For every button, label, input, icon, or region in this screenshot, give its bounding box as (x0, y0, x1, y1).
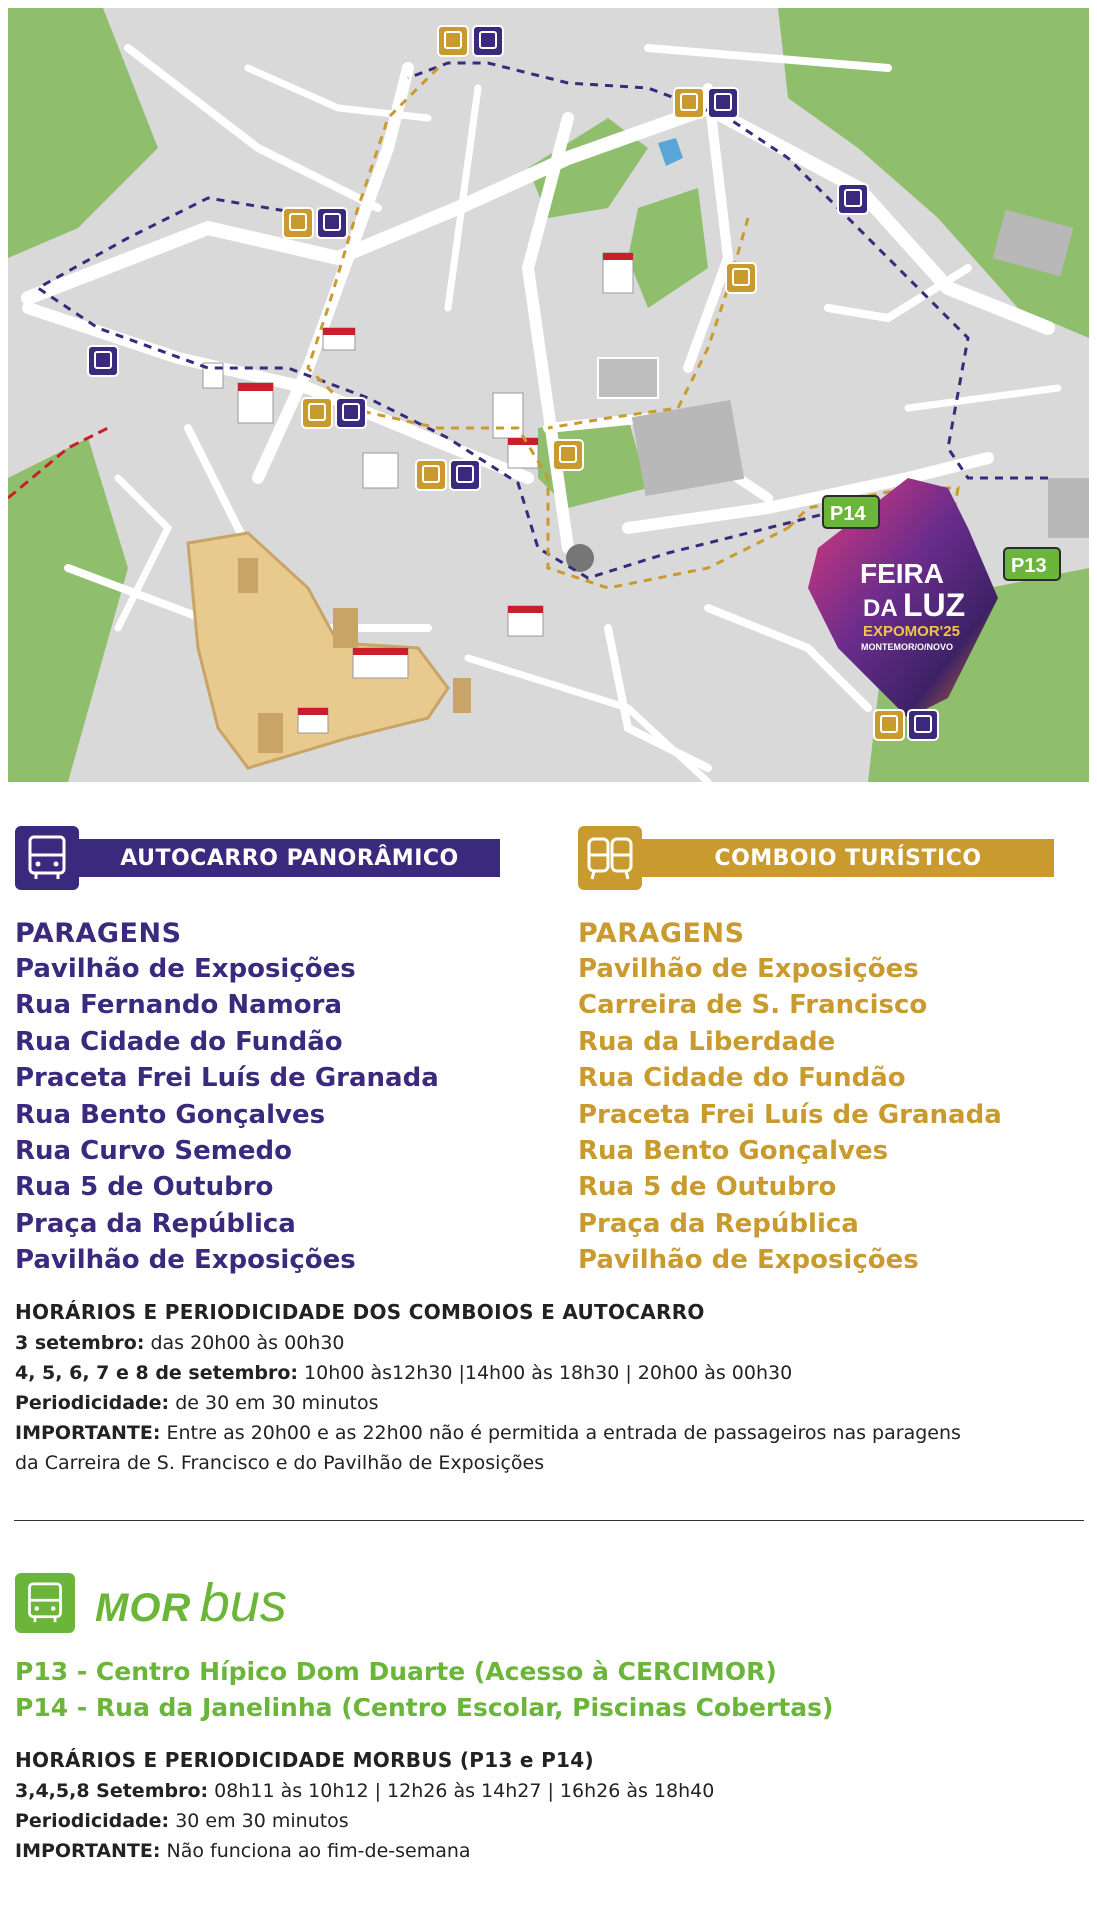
schedule-section (15, 1300, 1075, 1478)
train-stops-title: PARAGENS (578, 918, 745, 949)
venue-logo-line2b: LUZ (903, 587, 966, 623)
train-stop: Rua Cidade do Fundão (578, 1063, 906, 1094)
bus-title: AUTOCARRO PANORÂMICO (79, 839, 500, 877)
svg-text:P13: P13 (1011, 555, 1047, 577)
bus-icon (15, 826, 79, 890)
sports-field (598, 358, 658, 398)
bus-stops-title: PARAGENS (15, 918, 182, 949)
svg-text:P14: P14 (830, 503, 866, 525)
bus-stop-marker[interactable] (473, 26, 503, 56)
train-stop: Rua da Liberdade (578, 1026, 836, 1057)
train-stop-marker[interactable] (553, 440, 583, 470)
train-stop-marker[interactable] (726, 263, 756, 293)
morbus-line-2: Periodicidade: 30 em 30 minutos (15, 1810, 349, 1832)
bus-stop: Praça da República (15, 1208, 296, 1239)
morbus-line-3: IMPORTANTE: Não funciona ao fim-de-semana (15, 1840, 471, 1862)
train-stop-marker[interactable] (283, 208, 313, 238)
train-stop: Carreira de S. Francisco (578, 990, 928, 1021)
morbus-header (15, 1572, 1075, 1634)
venue-logo-line2a: DA (863, 595, 898, 622)
bus-stop-marker[interactable] (450, 460, 480, 490)
bus-stop-marker[interactable] (317, 208, 347, 238)
train-section (578, 826, 1078, 1279)
train-stop: Pavilhão de Exposições (578, 954, 919, 984)
venue-logo-line4: MONTEMOR/O/NOVO (861, 642, 953, 652)
bus-stops-list (15, 951, 500, 1279)
bus-stop: Rua Cidade do Fundão (15, 1026, 343, 1057)
morbus-logo: MOR bus (95, 1573, 287, 1633)
train-stop-marker[interactable] (874, 710, 904, 740)
bus-stop-marker[interactable] (708, 88, 738, 118)
train-stop: Praceta Frei Luís de Granada (578, 1099, 1002, 1130)
train-stop: Pavilhão de Exposições (578, 1245, 919, 1276)
train-stop-marker[interactable] (302, 398, 332, 428)
morbus-bus-icon (15, 1573, 75, 1633)
schedule-line-4: IMPORTANTE: Entre as 20h00 e as 22h00 não é permitida a entrada de passageiros nas paragens (15, 1422, 961, 1444)
morbus-p14: P14 - Rua da Janelinha (Centro Escolar, Piscinas Cobertas) (15, 1693, 834, 1722)
p13-badge[interactable] (1004, 548, 1060, 580)
train-stop-marker[interactable] (438, 26, 468, 56)
schedule-title: HORÁRIOS E PERIODICIDADE DOS COMBOIOS E AUTOCARRO (15, 1300, 705, 1324)
bus-stop: Rua 5 de Outubro (15, 1172, 274, 1203)
bus-header (15, 826, 500, 890)
bus-stop: Rua Curvo Semedo (15, 1136, 292, 1167)
venue-logo-line1: FEIRA (860, 558, 944, 589)
schedule-line-1: 3 setembro: das 20h00 às 00h30 (15, 1332, 345, 1354)
schedule-line-2: 4, 5, 6, 7 e 8 de setembro: 10h00 às12h30 |14h00 às 18h30 | 20h00 às 00h30 (15, 1362, 793, 1384)
bus-stop-marker[interactable] (908, 710, 938, 740)
bus-stop: Rua Fernando Namora (15, 990, 343, 1021)
schedule-line-5: da Carreira de S. Francisco e do Pavilhão de Exposições (15, 1452, 545, 1474)
train-stop: Rua 5 de Outubro (578, 1172, 837, 1203)
venue-logo-line3: EXPOMOR'25 (863, 623, 960, 640)
morbus-line-1: 3,4,5,8 Setembro: 08h11 às 10h12 | 12h26 às 14h27 | 16h26 às 18h40 (15, 1780, 715, 1802)
train-stop-marker[interactable] (416, 460, 446, 490)
train-title: COMBOIO TURÍSTICO (642, 839, 1054, 877)
train-icon (578, 826, 642, 890)
bus-stop-marker[interactable] (838, 184, 868, 214)
east-block (1048, 478, 1089, 538)
bus-stop: Rua Bento Gonçalves (15, 1099, 326, 1130)
p14-badge[interactable] (823, 496, 879, 528)
bus-stop: Praceta Frei Luís de Granada (15, 1063, 439, 1094)
train-header (578, 826, 1078, 890)
train-stop-marker[interactable] (674, 88, 704, 118)
bus-stop-marker[interactable] (88, 346, 118, 376)
bus-stop: Pavilhão de Exposições (15, 1245, 356, 1276)
section-divider (14, 1520, 1084, 1521)
train-stop: Rua Bento Gonçalves (578, 1136, 889, 1167)
schedule-line-3: Periodicidade: de 30 em 30 minutos (15, 1392, 379, 1414)
stadium-block (632, 400, 744, 496)
bus-stop-marker[interactable] (336, 398, 366, 428)
morbus-schedule-title: HORÁRIOS E PERIODICIDADE MORBUS (P13 e P14) (15, 1748, 594, 1772)
morbus-p13: P13 - Centro Hípico Dom Duarte (Acesso à CERCIMOR) (15, 1657, 777, 1686)
route-map (8, 8, 1089, 782)
morbus-section (15, 1572, 1075, 1866)
train-stops-list (578, 951, 1078, 1279)
train-stop: Praça da República (578, 1208, 859, 1239)
bus-section (15, 826, 500, 1279)
bus-stop: Pavilhão de Exposições (15, 954, 356, 984)
